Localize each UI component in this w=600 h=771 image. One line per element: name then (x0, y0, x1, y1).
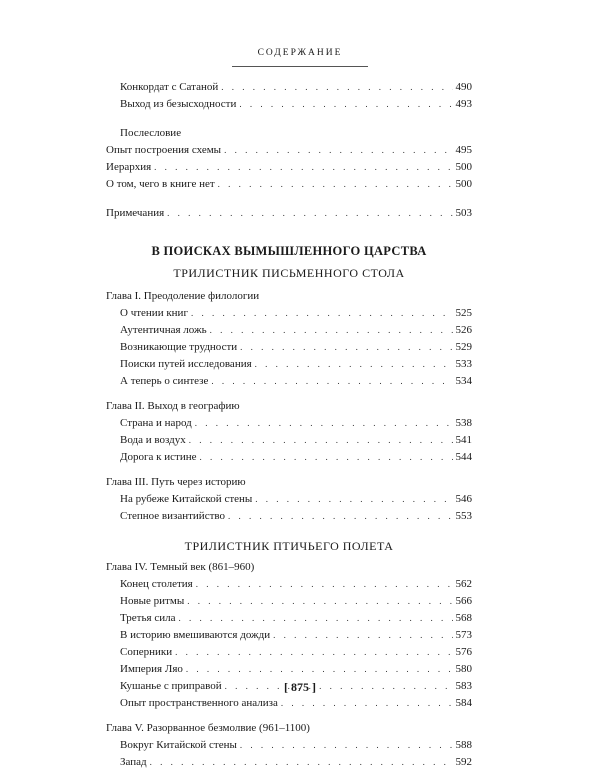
afterword-heading: Послесловие (120, 127, 182, 139)
toc-entry-page: 533 (455, 358, 472, 370)
toc-entry-title: Иерархия (106, 161, 152, 173)
toc-entry-title: Новые ритмы (120, 595, 185, 607)
dot-leader (273, 627, 452, 644)
toc-entry-title: Конкордат с Сатаной (120, 81, 219, 93)
dot-leader (255, 491, 452, 508)
toc-entry[interactable] (106, 491, 472, 508)
toc-entry[interactable] (106, 339, 472, 356)
toc-entry-title: Вода и воздух (120, 434, 186, 446)
toc-entry-page: 529 (455, 341, 472, 353)
toc-entry-title: Страна и народ (120, 417, 192, 429)
chapter-title: Глава III. Путь через историю (106, 476, 246, 488)
toc-entry-page: 592 (455, 756, 472, 768)
dot-leader (167, 205, 452, 222)
toc-entry-page: 538 (455, 417, 472, 429)
toc-entry[interactable] (106, 142, 472, 159)
toc-entry-page: 576 (455, 646, 472, 658)
toc-entry[interactable] (106, 432, 472, 449)
toc-entry[interactable] (106, 373, 472, 390)
toc-entry[interactable] (106, 176, 472, 193)
dot-leader (175, 644, 452, 661)
running-header: СОДЕРЖАНИЕ (257, 48, 343, 58)
toc-entry-page: 525 (455, 307, 472, 319)
toc-entry-page: 495 (455, 144, 472, 156)
toc-entry-page: 588 (455, 739, 472, 751)
header-divider (232, 66, 368, 67)
toc-entry[interactable] (106, 754, 472, 771)
toc-entry-title: В историю вмешиваются дожди (120, 629, 271, 641)
dot-leader (239, 96, 452, 113)
page-number: [ 875 ] (284, 680, 316, 694)
toc-entry-page: 584 (455, 697, 472, 709)
toc-entry-title: На рубеже Китайской стены (120, 493, 253, 505)
chapter-title: Глава IV. Темный век (861–960) (106, 561, 255, 573)
chapter-title: Глава II. Выход в географию (106, 400, 240, 412)
toc-entry-page: 503 (455, 207, 472, 219)
toc-entry-page: 568 (455, 612, 472, 624)
dot-leader (187, 593, 452, 610)
toc-entry[interactable] (106, 159, 472, 176)
dot-leader (150, 754, 453, 771)
toc-entry-title: Соперники (120, 646, 173, 658)
trilogy-title: ТРИЛИСТНИК ПТИЧЬЕГО ПОЛЕТА (184, 539, 394, 553)
toc-entry-page: 566 (455, 595, 472, 607)
toc-entry-notes[interactable] (106, 205, 472, 222)
dot-leader (210, 322, 453, 339)
toc-entry[interactable] (106, 508, 472, 525)
part-title: В ПОИСКАХ ВЫМЫШЛЕННОГО ЦАРСТВА (151, 244, 427, 258)
toc-entry-page: 573 (455, 629, 472, 641)
chapter-title: Глава V. Разорванное безмолвие (961–1100) (106, 722, 310, 734)
toc-entry[interactable] (106, 737, 472, 754)
toc-entry-title: О чтении книг (120, 307, 188, 319)
toc-entry-page: 500 (455, 161, 472, 173)
toc-entry-title: Поиски путей исследования (120, 358, 252, 370)
dot-leader (218, 176, 453, 193)
toc-entry-page: 541 (455, 434, 472, 446)
toc-entry[interactable] (106, 79, 472, 96)
toc-entry-page: 583 (455, 680, 472, 692)
dot-leader (196, 576, 453, 593)
toc-entry[interactable] (106, 96, 472, 113)
toc-entry[interactable] (106, 449, 472, 466)
dot-leader (281, 695, 453, 712)
toc-entry-page: 562 (455, 578, 472, 590)
dot-leader (189, 432, 453, 449)
toc-entry-title: Опыт построения схемы (106, 144, 222, 156)
toc-entry-title: Выход из безысходности (120, 98, 237, 110)
toc-entry[interactable] (106, 593, 472, 610)
toc-entry[interactable] (106, 661, 472, 678)
toc-entry[interactable] (106, 415, 472, 432)
toc-entry-title: А теперь о синтезе (120, 375, 209, 387)
toc-entry-page: 490 (455, 81, 472, 93)
toc-entry[interactable] (106, 627, 472, 644)
toc-entry-title: Империя Ляо (120, 663, 183, 675)
dot-leader (240, 737, 453, 754)
toc-entry-page: 534 (455, 375, 472, 387)
dot-leader (224, 142, 452, 159)
dot-leader (240, 339, 452, 356)
toc-entry[interactable] (106, 695, 472, 712)
dot-leader (154, 159, 452, 176)
dot-leader (186, 661, 453, 678)
dot-leader (211, 373, 452, 390)
dot-leader (228, 508, 452, 525)
toc-entry-page: 553 (455, 510, 472, 522)
dot-leader (255, 356, 453, 373)
toc-entry-title: Вокруг Китайской стены (120, 739, 237, 751)
chapter-title: Глава I. Преодоление филологии (106, 290, 260, 302)
toc-entry[interactable] (106, 322, 472, 339)
toc-entry-title: Конец столетия (120, 578, 193, 590)
toc-entry-title: Третья сила (120, 612, 176, 624)
toc-entry-page: 546 (455, 493, 472, 505)
toc-entry-title: Дорога к истине (120, 451, 197, 463)
toc-entry-page: 493 (455, 98, 472, 110)
toc-entry-title: Примечания (106, 207, 165, 219)
toc-entry[interactable] (106, 610, 472, 627)
toc-entry[interactable] (106, 356, 472, 373)
toc-entry-title: Запад (120, 756, 147, 768)
toc-entry-title: О том, чего в книге нет (106, 178, 215, 190)
toc-entry-page: 580 (455, 663, 472, 675)
dot-leader (195, 415, 453, 432)
trilogy-title: ТРИЛИСТНИК ПИСЬМЕННОГО СТОЛА (173, 266, 405, 280)
toc-entry-title: Степное византийство (120, 510, 226, 522)
toc-entry-page: 500 (455, 178, 472, 190)
toc-entry-title: Аутентичная ложь (120, 324, 207, 336)
dot-leader (221, 79, 452, 96)
table-of-contents (106, 79, 472, 771)
toc-entry-title: Возникающие трудности (120, 341, 238, 353)
toc-entry-page: 544 (455, 451, 472, 463)
toc-entry-page: 526 (455, 324, 472, 336)
dot-leader (199, 449, 452, 466)
toc-entry[interactable] (106, 576, 472, 593)
toc-entry-title: Кушанье с приправой (120, 680, 222, 692)
dot-leader (178, 610, 452, 627)
dot-leader (191, 305, 453, 322)
toc-entry-title: Опыт пространственного анализа (120, 697, 278, 709)
toc-entry[interactable] (106, 305, 472, 322)
toc-entry[interactable] (106, 644, 472, 661)
